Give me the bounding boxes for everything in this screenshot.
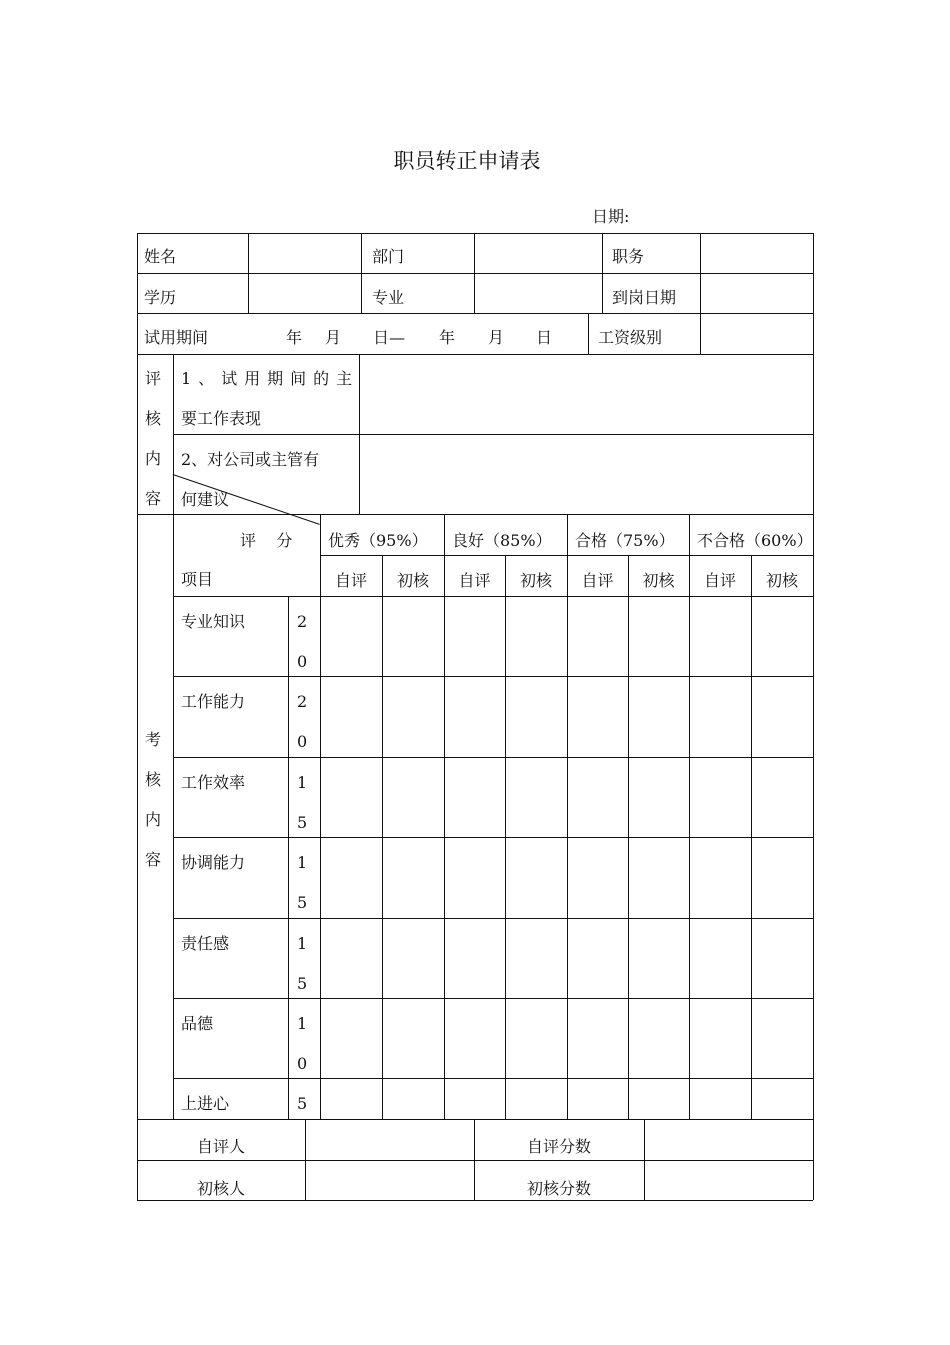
score-cell[interactable] xyxy=(445,919,504,997)
review-item-work-performance: 1、试用期间的主 xyxy=(181,369,360,388)
score-cell[interactable] xyxy=(445,1079,504,1118)
label-month-1: 月 xyxy=(325,328,342,347)
label-education: 学历 xyxy=(144,288,177,307)
level-header: 不合格（60%） xyxy=(697,531,813,550)
score-cell[interactable] xyxy=(568,999,627,1077)
review-side-char: 评 xyxy=(145,369,162,388)
assessment-item-name: 工作效率 xyxy=(181,773,246,792)
review-side-char: 内 xyxy=(145,449,162,468)
score-cell[interactable] xyxy=(321,677,381,756)
score-cell[interactable] xyxy=(445,758,504,836)
score-cell[interactable] xyxy=(383,999,443,1077)
label-name: 姓名 xyxy=(144,247,177,266)
score-cell[interactable] xyxy=(321,758,381,836)
label-position: 职务 xyxy=(612,247,645,266)
assessment-item-weight: 0 xyxy=(297,1054,308,1073)
assessment-item-name: 责任感 xyxy=(181,934,230,953)
label-salary-grade: 工资级别 xyxy=(598,328,663,347)
table-line xyxy=(361,233,362,313)
score-cell[interactable] xyxy=(383,919,443,997)
score-cell[interactable] xyxy=(506,758,566,836)
start-date-field[interactable] xyxy=(701,274,812,312)
label-review-score: 初核分数 xyxy=(526,1179,591,1198)
score-cell[interactable] xyxy=(506,919,566,997)
score-cell[interactable] xyxy=(568,919,627,997)
score-cell[interactable] xyxy=(568,677,627,756)
assessment-item-name: 专业知识 xyxy=(181,612,246,631)
score-cell[interactable] xyxy=(752,999,812,1077)
score-cell[interactable] xyxy=(383,758,443,836)
score-cell[interactable] xyxy=(629,1079,688,1118)
label-day-1: 日— xyxy=(373,328,406,347)
score-cell[interactable] xyxy=(321,1079,381,1118)
score-cell[interactable] xyxy=(690,597,750,675)
score-cell[interactable] xyxy=(445,999,504,1077)
table-line xyxy=(288,596,289,1119)
score-cell[interactable] xyxy=(445,838,504,917)
score-cell[interactable] xyxy=(629,677,688,756)
table-line xyxy=(813,233,814,1200)
score-cell[interactable] xyxy=(629,597,688,675)
score-cell[interactable] xyxy=(629,838,688,917)
assessment-item-weight: 1 xyxy=(297,934,308,953)
label-reviewer: 初核人 xyxy=(196,1179,245,1198)
table-line xyxy=(173,354,174,1119)
score-cell[interactable] xyxy=(506,838,566,917)
assessment-item-name: 协调能力 xyxy=(181,853,246,872)
assessment-item-name: 工作能力 xyxy=(181,692,246,711)
table-line xyxy=(137,514,813,515)
sub-header-review: 初核 xyxy=(765,571,798,590)
score-cell[interactable] xyxy=(568,1079,627,1118)
score-cell[interactable] xyxy=(690,677,750,756)
sub-header-self: 自评 xyxy=(334,571,367,590)
table-line xyxy=(137,1200,813,1201)
score-cell[interactable] xyxy=(690,758,750,836)
reviewer-field[interactable] xyxy=(306,1161,473,1199)
label-major: 专业 xyxy=(372,288,405,307)
assessment-side-char: 核 xyxy=(145,770,162,789)
level-header: 良好（85%） xyxy=(452,531,552,550)
work-performance-field[interactable] xyxy=(360,355,812,433)
score-cell[interactable] xyxy=(568,597,627,675)
score-cell[interactable] xyxy=(690,838,750,917)
sub-header-self: 自评 xyxy=(703,571,736,590)
label-month-2: 月 xyxy=(488,328,505,347)
score-cell[interactable] xyxy=(629,919,688,997)
assessment-item-weight: 5 xyxy=(297,893,308,912)
sub-header-review: 初核 xyxy=(396,571,429,590)
review-side-char: 容 xyxy=(145,489,162,508)
score-cell[interactable] xyxy=(752,597,812,675)
score-cell[interactable] xyxy=(321,838,381,917)
score-cell[interactable] xyxy=(383,1079,443,1118)
suggestions-field[interactable] xyxy=(360,435,812,513)
self-score-field[interactable] xyxy=(645,1120,812,1159)
self-evaluator-field[interactable] xyxy=(306,1120,473,1159)
score-cell[interactable] xyxy=(321,999,381,1077)
score-cell[interactable] xyxy=(445,677,504,756)
sub-header-self: 自评 xyxy=(458,571,491,590)
score-cell[interactable] xyxy=(752,919,812,997)
score-cell[interactable] xyxy=(690,999,750,1077)
header-score-label: 评 分 xyxy=(240,531,293,550)
score-cell[interactable] xyxy=(629,999,688,1077)
score-cell[interactable] xyxy=(383,677,443,756)
assessment-side-char: 考 xyxy=(145,730,162,749)
label-start-date: 到岗日期 xyxy=(612,288,677,307)
assessment-item-weight: 5 xyxy=(297,813,308,832)
education-field[interactable] xyxy=(249,274,360,312)
score-cell[interactable] xyxy=(752,1079,812,1118)
label-year-2: 年 xyxy=(439,328,456,347)
assessment-item-weight: 5 xyxy=(297,974,308,993)
table-line xyxy=(602,233,603,313)
review-score-field[interactable] xyxy=(645,1161,812,1199)
score-cell[interactable] xyxy=(752,677,812,756)
sub-header-review: 初核 xyxy=(519,571,552,590)
score-cell[interactable] xyxy=(752,758,812,836)
level-header: 优秀（95%） xyxy=(328,531,428,550)
assessment-side-char: 内 xyxy=(145,810,162,829)
assessment-item-weight: 0 xyxy=(297,652,308,671)
major-field[interactable] xyxy=(475,274,601,312)
score-cell[interactable] xyxy=(445,597,504,675)
score-cell[interactable] xyxy=(383,838,443,917)
assessment-item-weight: 1 xyxy=(297,853,308,872)
page-title: 职员转正申请表 xyxy=(393,149,541,173)
review-side-char: 核 xyxy=(145,409,162,428)
score-cell[interactable] xyxy=(752,838,812,917)
position-field[interactable] xyxy=(701,234,812,272)
date-label: 日期: xyxy=(592,207,630,226)
score-cell[interactable] xyxy=(690,1079,750,1118)
score-cell[interactable] xyxy=(629,758,688,836)
assessment-item-name: 上进心 xyxy=(181,1094,230,1113)
level-header: 合格（75%） xyxy=(575,531,675,550)
header-item-label: 项目 xyxy=(181,570,214,589)
label-probation-period: 试用期间 xyxy=(144,328,209,347)
assessment-item-name: 品德 xyxy=(181,1014,214,1033)
score-cell[interactable] xyxy=(506,999,566,1077)
table-line xyxy=(320,555,813,556)
assessment-side-char: 容 xyxy=(145,850,162,869)
review-item-work-performance-cont: 要工作表现 xyxy=(181,409,262,428)
assessment-item-weight: 1 xyxy=(297,773,308,792)
score-cell[interactable] xyxy=(568,758,627,836)
table-line xyxy=(137,233,138,1200)
score-cell[interactable] xyxy=(690,919,750,997)
score-cell[interactable] xyxy=(506,597,566,675)
label-self-evaluator: 自评人 xyxy=(196,1137,245,1156)
sub-header-self: 自评 xyxy=(581,571,614,590)
assessment-item-weight: 0 xyxy=(297,732,308,751)
salary-grade-field[interactable] xyxy=(701,314,812,353)
score-cell[interactable] xyxy=(506,1079,566,1118)
table-line xyxy=(588,313,589,354)
review-item-suggestions-cont: 何建议 xyxy=(181,490,230,509)
score-cell[interactable] xyxy=(321,597,381,675)
score-cell[interactable] xyxy=(383,597,443,675)
assessment-item-weight: 5 xyxy=(297,1094,308,1113)
label-department: 部门 xyxy=(372,247,405,266)
assessment-item-weight: 2 xyxy=(297,692,308,711)
label-day-2: 日 xyxy=(536,328,553,347)
review-item-suggestions: 2、对公司或主管有 xyxy=(181,450,320,469)
sub-header-review: 初核 xyxy=(642,571,675,590)
name-field[interactable] xyxy=(249,234,360,272)
score-cell[interactable] xyxy=(506,677,566,756)
department-field[interactable] xyxy=(475,234,601,272)
label-year-1: 年 xyxy=(286,328,303,347)
score-cell[interactable] xyxy=(568,838,627,917)
score-cell[interactable] xyxy=(321,919,381,997)
assessment-item-weight: 2 xyxy=(297,612,308,631)
assessment-item-weight: 1 xyxy=(297,1014,308,1033)
label-self-score: 自评分数 xyxy=(526,1137,591,1156)
